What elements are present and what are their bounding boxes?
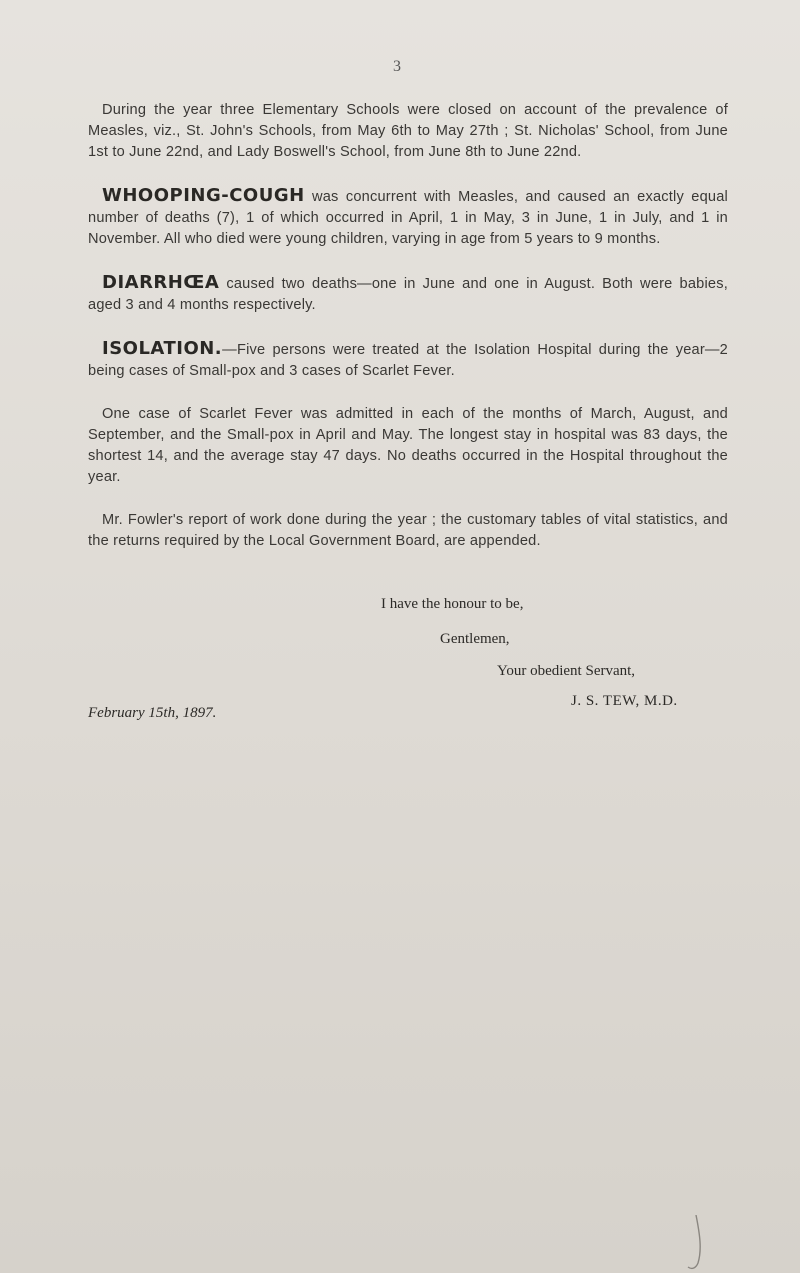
pencil-mark (686, 1215, 706, 1270)
section-heading-diarrhoea: DIARRHŒA (102, 272, 220, 293)
page-number: 3 (393, 58, 401, 75)
paragraph-school-closures: During the year three Elementary Schools were closed on account of the prevalence of Measles, viz., St. John's Schools, from May 6th to May 27th ; St. Nicholas' School, from June 1st to June 22nd, and Lady Boswell's School, from June 8th to June 22nd. (88, 102, 728, 160)
paragraph-report-appended: Mr. Fowler's report of work done during the year ; the customary tables of vital statistics, and the returns required by the Local Government Board, are appended. (88, 512, 728, 549)
closing-salutation: Gentlemen, (440, 631, 510, 647)
paragraph-text: was concurrent with Measles, and caused an exactly equal number of deaths (7), 1 of which occurred in April, 1 in May, 3 in June, 1 in July, and 1 in November. All who died were young children, varying in age from 5 years to 9 months. (88, 189, 728, 247)
paragraph-text: —Five persons were treated at the Isolation Hospital during the year—2 being cases of Small-pox and 3 cases of Scarlet Fever. (88, 342, 728, 379)
paragraph-whooping-cough (88, 185, 728, 250)
paragraph-scarlet-fever: One case of Scarlet Fever was admitted in each of the months of March, August, and September, and the Small-pox in April and May. The longest stay in hospital was 83 days, the shortest 14, and the average stay 47 days. No deaths occurred in the Hospital throughout the year. (88, 406, 728, 485)
report-body (88, 100, 728, 552)
closing-line: I have the honour to be, (381, 596, 524, 612)
section-heading-whooping-cough: WHOOPING-COUGH (102, 185, 305, 206)
signature: J. S. TEW, M.D. (571, 693, 678, 709)
paragraph-isolation (88, 338, 728, 382)
paragraph-diarrhoea (88, 272, 728, 316)
closing-valediction: Your obedient Servant, (497, 663, 636, 679)
section-heading-isolation: ISOLATION. (102, 338, 223, 359)
paragraph-text: caused two deaths—one in June and one in August. Both were babies, aged 3 and 4 months respectively. (88, 276, 728, 313)
letter-date: February 15th, 1897. (88, 705, 217, 721)
